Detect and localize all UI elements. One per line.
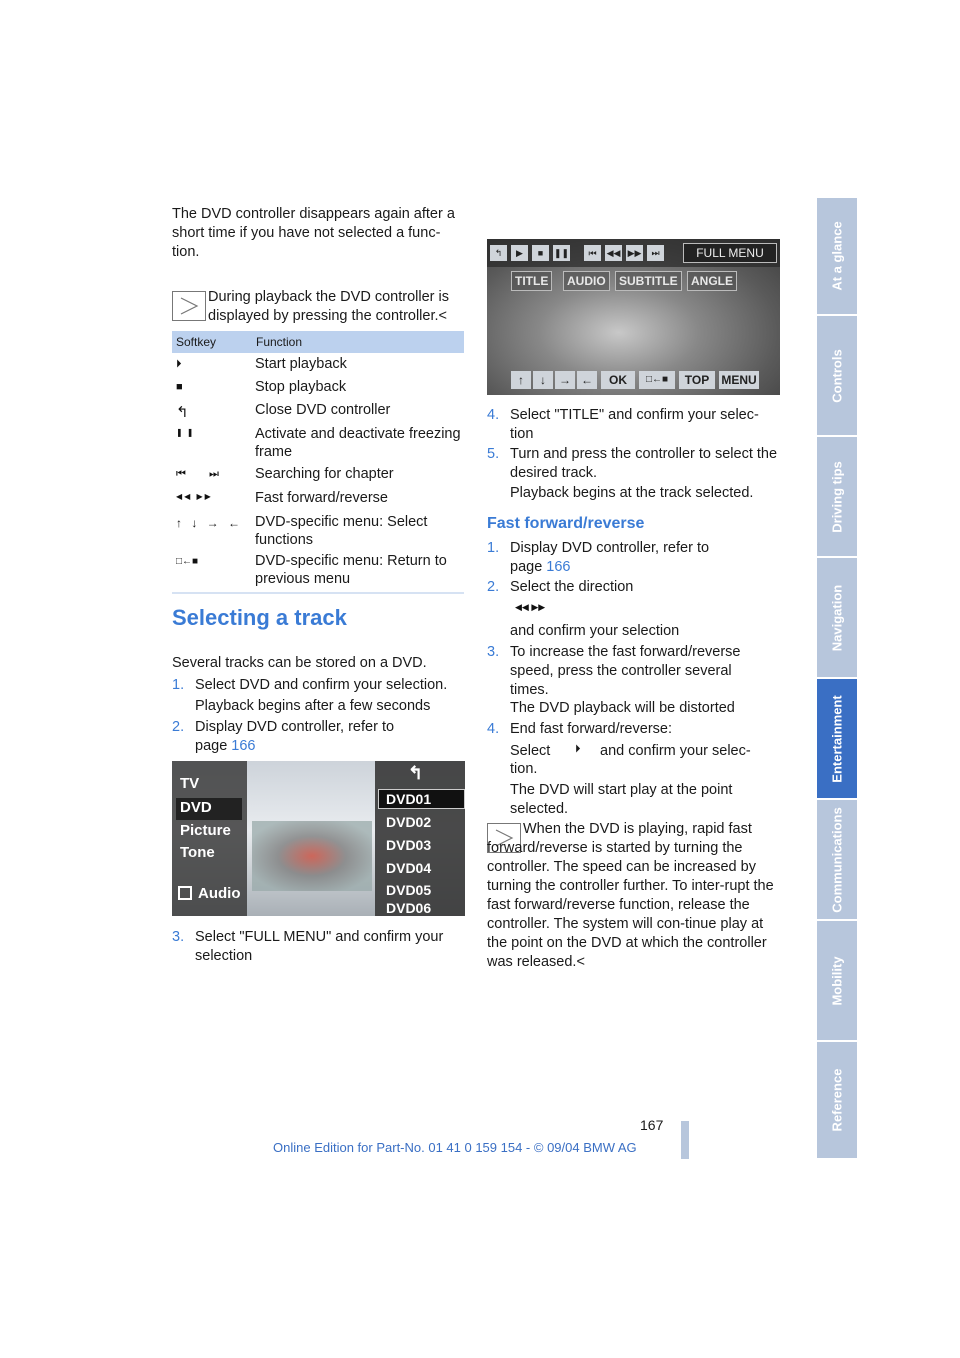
row-text: DVD-specific menu: Select functions (255, 514, 428, 548)
dvd-menu-screenshot (172, 761, 465, 916)
step-sub: The DVD will start play at the point selected. (510, 782, 733, 817)
step-number: 4. (487, 721, 500, 737)
menu-audio[interactable]: Audio (198, 885, 241, 902)
stop-icon: ■ (176, 381, 187, 393)
menu-tone[interactable]: Tone (180, 844, 215, 861)
tab-label: Entertainment (829, 694, 845, 783)
full-menu-screenshot (487, 239, 780, 395)
tab-controls[interactable] (817, 316, 857, 437)
tab-label: Controls (829, 348, 845, 403)
tab-entertainment[interactable] (817, 679, 857, 800)
close-controller-icon: ↰ (176, 404, 193, 421)
online-edition-footer: Online Edition for Part-No. 01 41 0 159 154 - © 09/04 BMW AG (273, 1140, 637, 1155)
tab-mobility[interactable] (817, 921, 857, 1042)
step-number: 1. (487, 540, 500, 556)
table-header (172, 331, 464, 353)
step-text: To increase the fast forward/reverse speed, press the controller several times. (510, 644, 741, 698)
tab-title[interactable]: TITLE (511, 271, 552, 291)
step-text: End fast forward/reverse: (510, 721, 672, 737)
col-softkey: Softkey (176, 335, 217, 349)
fast-forward-reverse-icon: ◀◀ ▶▶ (515, 602, 546, 612)
tab-label: Communications (829, 806, 845, 913)
page-link[interactable]: 166 (546, 559, 571, 575)
note-arrow-icon (172, 291, 206, 321)
tab-audio[interactable]: AUDIO (563, 271, 610, 291)
step-number: 2. (172, 719, 185, 735)
step-text: Select "TITLE" and confirm your selec-tion (510, 407, 759, 442)
step-text: Display DVD controller, refer to page 166 (195, 719, 395, 754)
row-text: Activate and deactivate freezing frame (255, 426, 461, 460)
step-number: 5. (487, 446, 500, 462)
step-number: 3. (172, 929, 185, 945)
note-text: During playback the DVD controller is displayed by pressing the controller.< (208, 289, 449, 324)
tab-navigation[interactable] (817, 558, 857, 679)
up-arrow-icon[interactable]: ↑ (511, 371, 531, 389)
step-number: 1. (172, 677, 185, 693)
left-arrow-icon[interactable]: ← (577, 371, 597, 389)
menu-dvd[interactable]: DVD (180, 799, 212, 816)
note-text: When the DVD is playing, rapid fast forward/reverse is started by turning the controller. The speed can be increased by turning the controller further. To inter-rupt the fast forward/reverse function, release the controller. The system will con-tinue play at the point on the DVD at which the controller was released.< (487, 821, 774, 970)
fast-forward-icon[interactable]: ▶▶ (626, 245, 643, 261)
tab-label: Driving tips (829, 460, 845, 533)
note-end-mark: < (576, 954, 585, 970)
track-item[interactable]: DVD02 (386, 814, 432, 830)
tab-label: At a glance (829, 221, 845, 291)
step-text: Turn and press the controller to select the desired track. (510, 446, 778, 481)
tab-label: Reference (829, 1068, 845, 1132)
step-text: Select the direction (510, 579, 634, 595)
track-item[interactable]: DVD03 (386, 837, 432, 853)
full-menu-button[interactable]: FULL MENU (683, 243, 777, 263)
ok-button[interactable]: OK (601, 371, 635, 389)
right-arrow-icon[interactable]: → (555, 371, 575, 389)
row-text: DVD-specific menu: Return to previous menu (255, 553, 447, 587)
tab-subtitle[interactable]: SUBTITLE (615, 271, 682, 291)
down-arrow-icon[interactable]: ↓ (533, 371, 553, 389)
back-icon[interactable]: ↰ (490, 245, 507, 261)
page-number: 167 (640, 1117, 664, 1133)
play-icon: ⏵ (176, 358, 186, 370)
table-divider (172, 592, 464, 594)
page-link[interactable]: 166 (231, 738, 256, 754)
chapter-skip-icon: ⏮ ⏭ (176, 468, 229, 480)
row-text: Fast forward/reverse (255, 490, 388, 506)
row-text: Searching for chapter (255, 466, 394, 482)
stop-icon[interactable]: ■ (532, 245, 549, 261)
next-chapter-icon[interactable]: ⏭ (647, 245, 664, 261)
row-text: Close DVD controller (255, 402, 391, 418)
step-text: Select "FULL MENU" and confirm your selection (195, 929, 444, 964)
menu-button[interactable]: MENU (719, 371, 759, 389)
return-menu-icon: □←■ (176, 556, 199, 567)
tab-communications[interactable] (817, 800, 857, 921)
prev-chapter-icon[interactable]: ⏮ (584, 245, 601, 261)
row-text: Start playback (255, 356, 347, 372)
audio-icon (178, 886, 192, 900)
section-heading: Selecting a track (172, 605, 347, 630)
row-text: Stop playback (255, 379, 347, 395)
step-text: Display DVD controller, refer to page 166 (510, 540, 710, 575)
subsection-heading: Fast forward/reverse (487, 515, 645, 532)
select-label: Select (510, 743, 551, 759)
back-icon[interactable]: ↰ (408, 763, 424, 783)
pause-icon: ❚❚ (176, 428, 198, 437)
tab-reference[interactable] (817, 1042, 857, 1160)
arrow-select-icon: ↑ ↓ → ← (176, 516, 244, 530)
note-end-mark: < (438, 308, 447, 324)
step-sub: Playback begins after a few seconds (195, 698, 431, 714)
col-function: Function (256, 335, 303, 349)
tab-at-a-glance[interactable] (817, 198, 857, 316)
play-icon: ⏵ (575, 743, 581, 755)
tab-driving-tips[interactable] (817, 437, 857, 558)
step-number: 4. (487, 407, 500, 423)
menu-picture[interactable]: Picture (180, 822, 231, 839)
step-sub: Playback begins at the track selected. (510, 485, 754, 501)
step-text: Select DVD and confirm your selection. (195, 677, 448, 693)
tab-label: Navigation (829, 584, 845, 651)
play-icon[interactable]: ▶ (511, 245, 528, 261)
menu-tv[interactable]: TV (180, 775, 200, 792)
step-number: 3. (487, 644, 500, 660)
pause-icon[interactable]: ❚❚ (553, 245, 570, 261)
step-sub: The DVD playback will be distorted (510, 700, 735, 716)
track-item[interactable]: DVD04 (386, 860, 432, 876)
rewind-icon[interactable]: ◀◀ (605, 245, 622, 261)
tab-label: Mobility (829, 955, 845, 1006)
return-menu-icon[interactable]: □←■ (639, 371, 675, 389)
track-item[interactable]: DVD01 (386, 791, 432, 807)
track-item[interactable]: DVD05 (386, 882, 432, 898)
race-car-image (252, 821, 372, 891)
track-item[interactable]: DVD06 (386, 900, 432, 916)
step-text: and confirm your selec- (600, 743, 751, 759)
step-number: 2. (487, 579, 500, 595)
section-intro: Several tracks can be stored on a DVD. (172, 655, 427, 671)
tab-angle[interactable]: ANGLE (687, 271, 737, 291)
step-text: tion. (510, 761, 538, 777)
top-button[interactable]: TOP (679, 371, 715, 389)
step-sub: and confirm your selection (510, 623, 680, 639)
page-marker (681, 1121, 689, 1159)
intro-paragraph: The DVD controller disappears again after a short time if you have not selected a func-tion. (172, 206, 455, 260)
fast-forward-reverse-icon: ◀◀ ▶▶ (176, 492, 213, 501)
